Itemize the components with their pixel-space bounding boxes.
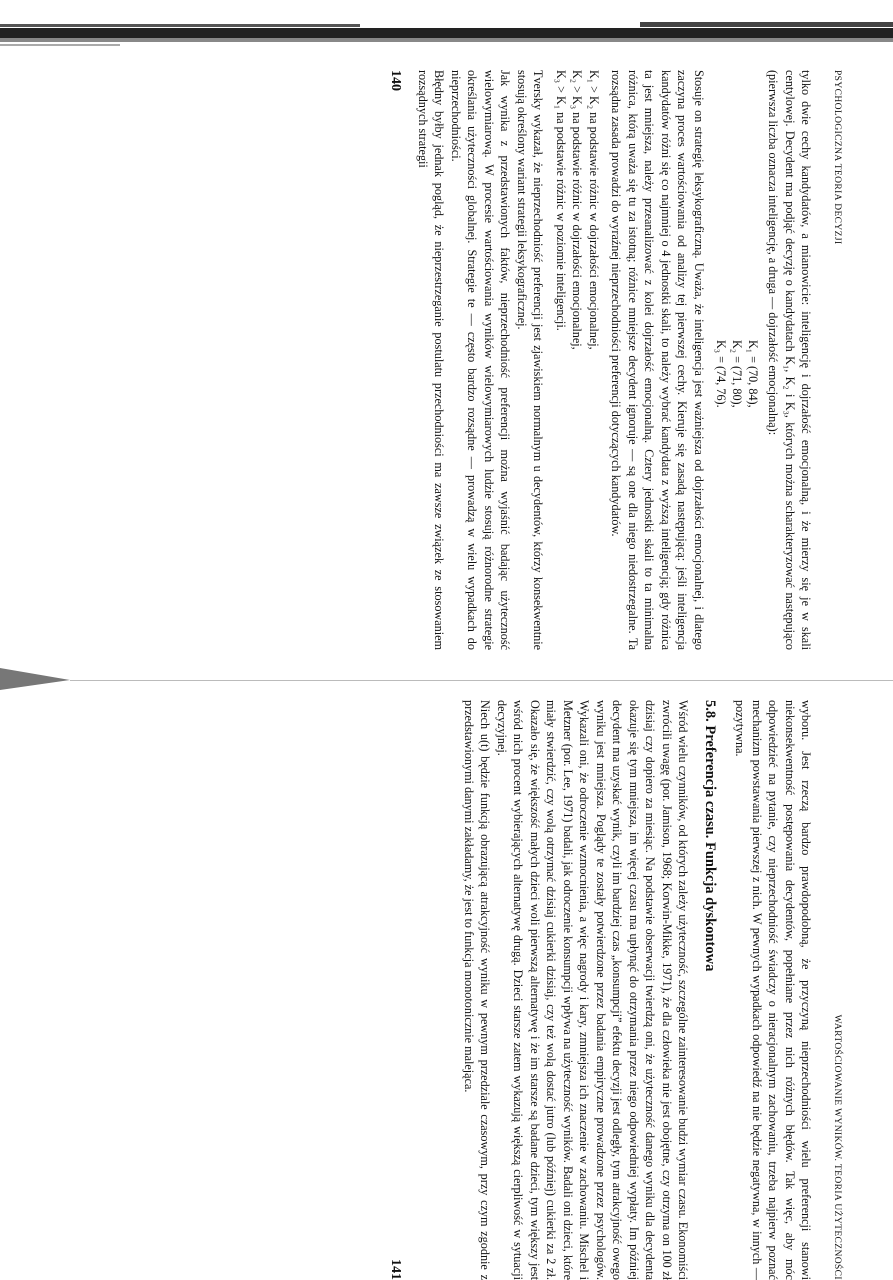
paragraph: Wśród wielu czynników, od których zależy użyteczność, szczególne zainteresowanie budzi wymiar czasu. Ekonomiści zwrócili uwagę (por. Jamison, 1968; Korwin-Mikke, 1971), że dla człowieka nie jest obojętne, czy otrzyma on 100 zł dzisiaj czy dopiero za miesiąc. Na podstawie obserwacji twierdzą oni, że użyteczność danego wyniku dla decydenta okazuje się tym mniejsza, im więcej czasu ma upłynąć do otrzymania przez niego odpowiedniej wypłaty. Im później decydent ma uzyskać wynik, czyli im bardziej czas „konsumpcji” efektu decyzji jest odległy, tym atrakcyjność owego wyniku jest mniejsza. Poglądy te zostały potwierdzone przez badania empiryczne prowadzone przez psychologów. Wykazali oni, że odroczenie wzmocnienia, a więc nagrody i kary, zmniejsza ich znaczenie w zachowaniu. Mischel i Metzner (por. Lee, 1971) badali, jak odroczenie konsumpcji wpływa na użyteczność wyników. Badali oni dzieci, które miały stwierdzić, czy wolą otrzymać dzisiaj cukierki dzisiaj, czy też wolą dostać jutro (lub później) cukierki za 2 zł. Okazało się, że większość małych dzieci woli pierwszą alternatywę i że im starsze są badane dzieci, tym większy jest wśród nich procent wybierających alternatywę drugą. Dzieci starsze zatem wykazują większą cierpliwość w sytuacji decyzyjnej. <box>495 700 691 1280</box>
paragraph: Błędny byłby jednak pogląd, że nieprzestrzeganie postulatu przechodniości ma zawsze związek ze stosowaniem rozsądnych strategii <box>416 70 447 650</box>
comparison-line: K₁ > K₂ na podstawie różnic w dojrzałości emocjonalnej, <box>587 70 601 350</box>
book-page-right <box>388 700 845 1280</box>
page-number: 141 <box>388 1259 404 1280</box>
scan-fold-middle <box>0 668 893 694</box>
comparison-line: K₂ > K₃ na podstawie różnic w dojrzałości emocjonalnej, <box>570 70 585 350</box>
book-page-left <box>388 70 845 650</box>
page-number: 140 <box>388 70 404 91</box>
paragraph: Niech u(t) będzie funkcją obrazującą atrakcyjność wyniku w pewnym przedziale czasowym, przy czym zgodnie z przedstawionymi danymi zakładamy, że jest to funkcja monotonicznie malejąca. <box>462 700 493 1280</box>
comparison-line: K₃ > K₁ na podstawie różnic w poziomie inteligencji. <box>554 70 568 331</box>
equation-line: K₃ = (74, 76). <box>714 340 728 408</box>
running-head: WARTOŚCIOWANIE WYNIKÓW. TEORIA UŻYTECZNOŚCI <box>832 1014 842 1280</box>
paragraph: wyboru. Jest rzeczą bardzo prawdopodobną, że przyczyną nieprzechodniości wielu preferencji stanowi niekonsekwentność postępowania decydentów, popełniane przez nich różnych błędów. Tak więc, aby móc odpowiedzieć na pytanie, czy nieprzechodniość świadczy o nieracjonalnym zachowaniu, trzeba najpierw poznać mechanizm powstawania pierwszej z nich. W pewnych wypadkach odpowiedź na nie będzie negatywna, w innych — pozytywna. <box>733 700 814 1280</box>
equation-line: K₁ = (70, 84), <box>746 340 760 408</box>
paragraph: tylko dwie cechy kandydatów, a mianowicie: inteligencję i dojrzałość emocjonalną, i że mierzy się je w skali centylowej. Decydent ma podjąć decyzję o kandydatach K₁, K₂ i K₃, których można scharakteryzować następująco (pierwsza liczba oznacza inteligencję, a druga — dojrzałość emocjonalną): <box>766 70 814 650</box>
section-title: 5.8. Preferencja czasu. Funkcja dyskontowa <box>702 700 718 972</box>
paragraph: Tversky wykazał, że nieprzechodniość preferencji jest zjawiskiem normalnym u decydentów, którzy konsekwentnie stosują określony wariant strategii leksykograficznej. <box>515 70 546 650</box>
paragraph: Stosuje on strategię leksykograficzną. Uważa, że inteligencja jest ważniejsza od dojrzałości emocjonalnej, i dlatego zaczyna proces wartościowania od analizy tej pierwszej cechy. Kieruje się zasadą następującą: jeśli inteligencja kandydatów różni się co najmniej o 4 jednostki skali, to należy wybrać kandydata z wyższą inteligencją; gdy różnica ta jest mniejsza, należy przeanalizować z kolei dojrzałość emocjonalną. Cztery jednostki skali to ta minimalna różnica, którą uważa się tu za istotną; różnice mniejsze decydent ignoruje — są one dla niego niedostrzegalne. Ta rozsądna zasada prowadzi do wyraźnej nieprzechodniości preferencji dotyczących kandydatów. <box>609 70 706 650</box>
scan-edge-top <box>0 0 893 60</box>
running-head: PSYCHOLOGICZNA TEORIA DECYZJI <box>832 70 842 245</box>
comparison-list <box>553 70 603 650</box>
paragraph: Jak wynika z przedstawionych faktów, nieprzechodniość preferencji można wyjaśnić badając użyteczność wielowymiarową. W procesie wartościowania wyników wielowymiarowych ludzie stosują różnorodne strategie określania użyteczności globalnej. Strategie te — często bardzo rozsądne — prowadzą w wielu wypadkach do nieprzechodniości. <box>449 70 513 650</box>
equation-block <box>713 340 761 650</box>
equation-line: K₂ = (71, 80), <box>730 340 744 408</box>
